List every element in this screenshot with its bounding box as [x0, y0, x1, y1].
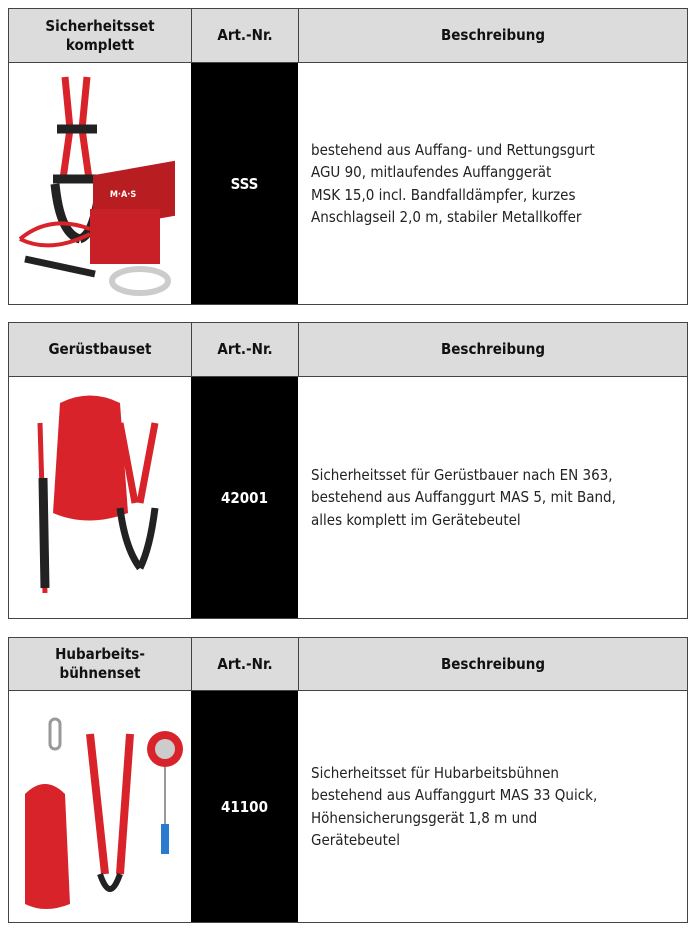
art-nr: SSS: [191, 63, 298, 304]
description: Sicherheitsset für Gerüstbauer nach EN 363, bestehend aus Auffanggurt MAS 5, mit Band, alles komplett im Gerätebeutel: [311, 465, 616, 529]
description-header: Beschreibung: [298, 638, 687, 691]
product-image-harness-case: [9, 63, 191, 304]
art-nr-header: Art.-Nr.: [191, 323, 298, 377]
set-title: Gerüstbauset: [9, 323, 191, 377]
description-header: Beschreibung: [298, 323, 687, 377]
description: Sicherheitsset für Hubarbeitsbühnen bestehend aus Auffanggurt MAS 33 Quick, Höhensicherungsgerät 1,8 m und Gerätebeutel: [311, 763, 598, 849]
art-nr-header: Art.-Nr.: [191, 638, 298, 691]
product-image-harness-bag: [9, 377, 191, 618]
set-title: Hubarbeits- bühnenset: [9, 638, 191, 691]
mas-logo: M·A·S: [109, 189, 137, 200]
description: bestehend aus Auffang- und Rettungsgurt AGU 90, mitlaufendes Auffanggerät MSK 15,0 incl. Bandfalldämpfer, kurzes Anschlagseil 2,0 m, stabiler Metallkoffer: [311, 140, 595, 226]
set-title: Sicherheitsset komplett: [9, 9, 191, 63]
product-image-harness-retractor: [9, 691, 191, 922]
art-nr-header: Art.-Nr.: [191, 9, 298, 63]
set-table-hubarbeitsbuehne: [8, 637, 688, 923]
set-table-geruestbau: [8, 322, 688, 619]
set-table-komplett: [8, 8, 688, 305]
description-header: Beschreibung: [298, 9, 687, 63]
art-nr: 42001: [191, 377, 298, 618]
art-nr: 41100: [191, 691, 298, 922]
